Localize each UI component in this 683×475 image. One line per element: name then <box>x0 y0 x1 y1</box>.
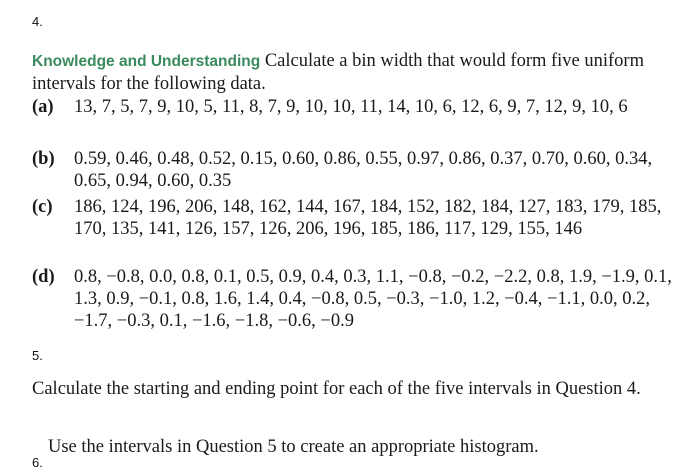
question-4-part-b <box>32 148 677 192</box>
question-5-text: Calculate the starting and ending point for each of the five intervals in Question 4. <box>32 379 641 399</box>
question-4-part-d <box>32 266 677 332</box>
part-d-values: 0.8, −0.8, 0.0, 0.8, 0.1, 0.5, 0.9, 0.4, 0.3, 1.1, −0.8, −0.2, −2.2, 0.8, 1.9, −1.9, 0.1, 1.3, 0.9, −0.1, 0.8, 1.6, 1.4, 0.4, −0.8, 0.5, −0.3, −1.0, 1.2, −0.4, −1.1, 0.0, 0.2, −1.7, −0.3, 0.1, −1.6, −1.8, −0.6, −0.9 <box>74 267 672 331</box>
part-d-letter: (d) <box>32 267 55 287</box>
part-b-values: 0.59, 0.46, 0.48, 0.52, 0.15, 0.60, 0.86, 0.55, 0.97, 0.86, 0.37, 0.70, 0.60, 0.34, 0.65, 0.94, 0.60, 0.35 <box>74 149 653 191</box>
question-4-number: 4. <box>32 14 43 29</box>
question-4-part-c <box>32 196 677 240</box>
part-a-letter: (a) <box>32 97 54 117</box>
question-6-number: 6. <box>32 455 43 470</box>
part-b-letter: (b) <box>32 149 55 169</box>
question-4-part-a <box>32 96 677 118</box>
question-6-text: Use the intervals in Question 5 to create an appropriate histogram. <box>48 437 539 457</box>
question-4-intro <box>32 50 672 95</box>
knowledge-understanding-label: Knowledge and Understanding <box>32 53 261 70</box>
question-5-number: 5. <box>32 348 43 363</box>
part-c-letter: (c) <box>32 197 53 217</box>
question-4-prompt: Calculate a bin width that would form five uniform intervals for the following data. <box>32 51 644 94</box>
part-a-values: 13, 7, 5, 7, 9, 10, 5, 11, 8, 7, 9, 10, 10, 11, 14, 10, 6, 12, 6, 9, 7, 12, 9, 10, 6 <box>74 97 628 117</box>
part-c-values: 186, 124, 196, 206, 148, 162, 144, 167, 184, 152, 182, 184, 127, 183, 179, 185, 170, 135, 141, 126, 157, 126, 206, 196, 185, 186, 117, 129, 155, 146 <box>74 197 662 239</box>
